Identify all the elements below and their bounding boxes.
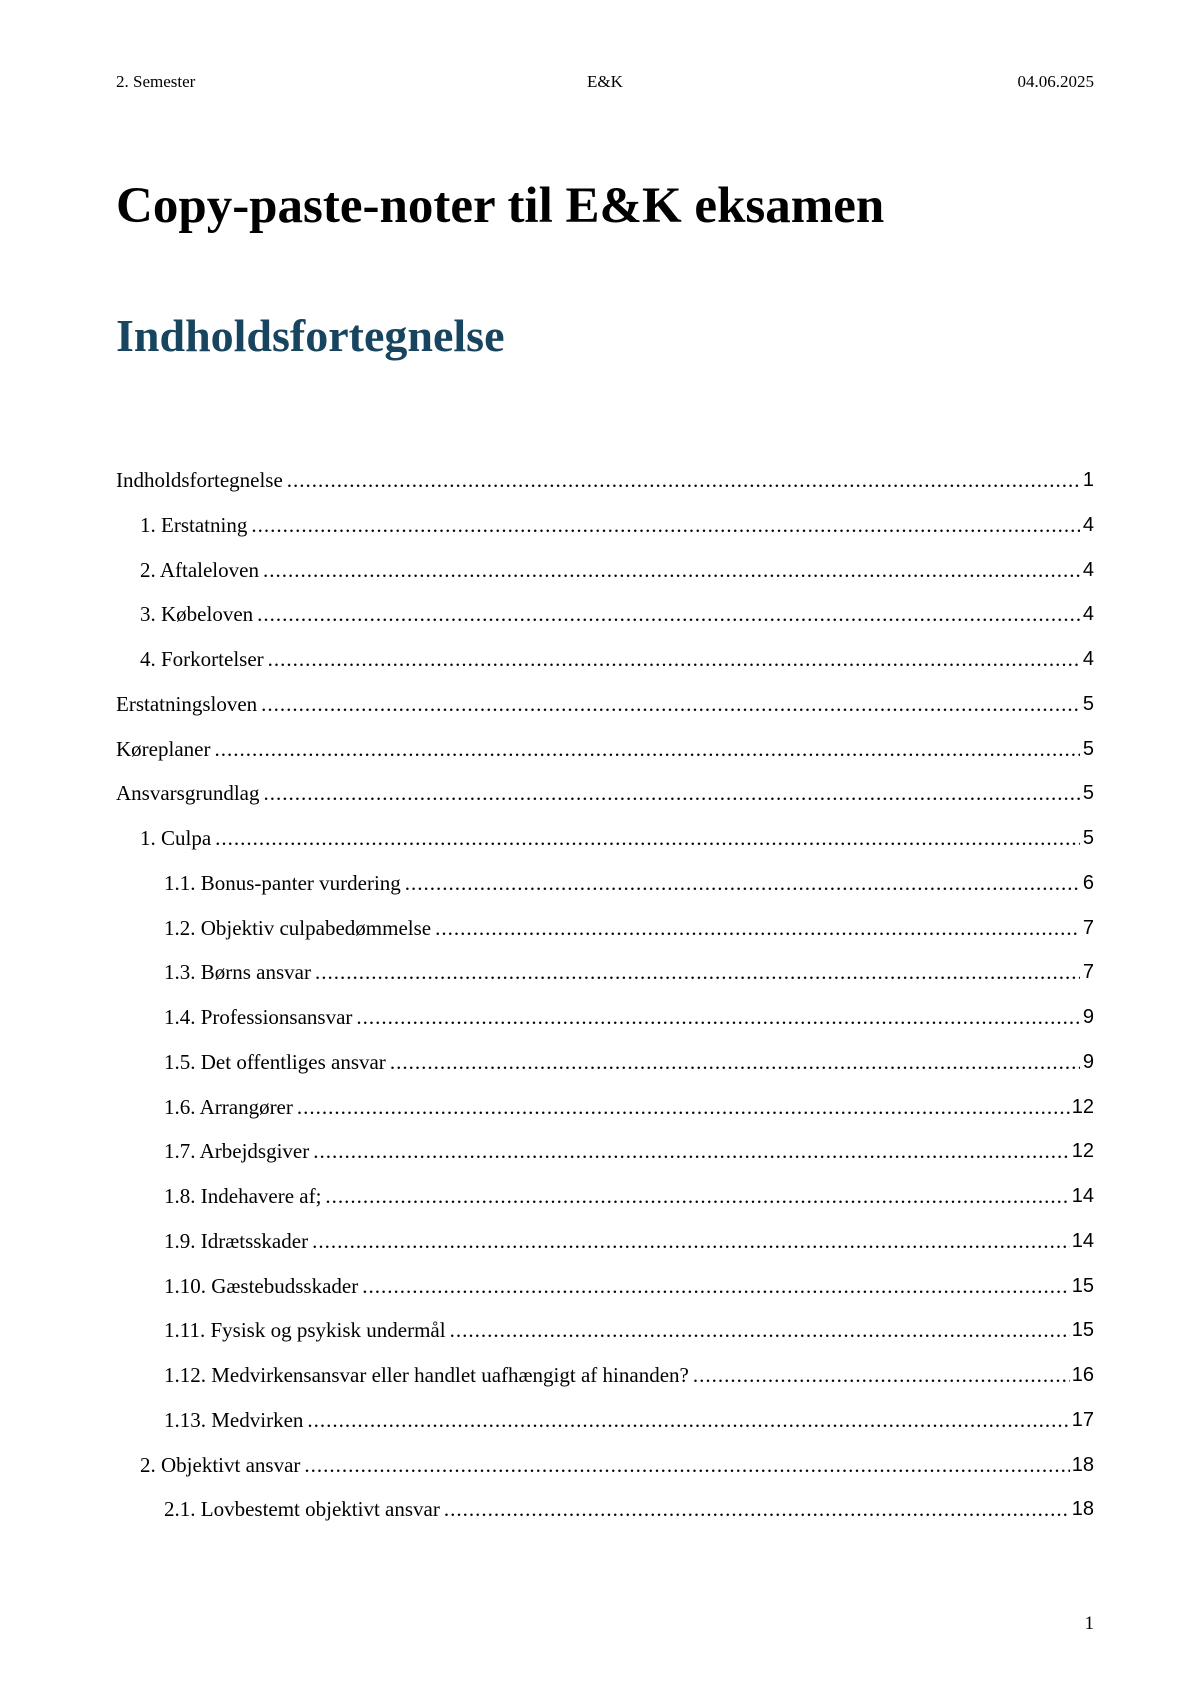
toc-entry[interactable]	[116, 690, 1094, 735]
toc-dot-leader	[251, 511, 1080, 539]
toc-dot-leader	[450, 1316, 1070, 1344]
header-semester: 2. Semester	[116, 72, 196, 91]
toc-dot-leader	[313, 1137, 1070, 1165]
toc-entry[interactable]	[116, 1003, 1094, 1048]
toc-entry[interactable]	[116, 735, 1094, 780]
toc-entry-label: Ansvarsgrundlag	[116, 781, 260, 806]
toc-entry-page: 9	[1082, 1006, 1094, 1028]
toc-entry[interactable]	[116, 1495, 1094, 1540]
toc-dot-leader	[444, 1495, 1070, 1523]
toc-entry-page: 4	[1082, 648, 1094, 670]
table-of-contents	[116, 466, 1094, 1540]
toc-entry-label: 3. Købeloven	[140, 602, 254, 627]
toc-dot-leader	[268, 645, 1080, 673]
toc-entry-page: 12	[1071, 1095, 1094, 1118]
toc-dot-leader	[287, 466, 1080, 494]
toc-entry[interactable]	[116, 466, 1094, 511]
toc-dot-leader	[214, 735, 1080, 763]
toc-entry[interactable]	[116, 824, 1094, 869]
toc-entry-label: 1. Erstatning	[140, 512, 248, 537]
toc-entry-label: 1.8. Indehavere af;	[164, 1184, 322, 1208]
toc-entry[interactable]	[116, 556, 1094, 601]
toc-dot-leader	[304, 1451, 1069, 1479]
toc-entry[interactable]	[116, 1406, 1094, 1451]
toc-entry[interactable]	[116, 1451, 1094, 1496]
toc-entry[interactable]	[116, 779, 1094, 824]
toc-entry-label: 1.9. Idrætsskader	[164, 1228, 309, 1253]
page-header	[116, 70, 1094, 94]
toc-dot-leader	[315, 958, 1080, 986]
toc-dot-leader	[263, 556, 1080, 584]
toc-entry-page: 4	[1082, 603, 1094, 626]
toc-dot-leader	[263, 779, 1080, 807]
toc-entry-label: 4. Forkortelser	[140, 647, 264, 671]
toc-entry-label: 1.12. Medvirkensansvar eller handlet uafhængigt af hinanden?	[164, 1363, 689, 1387]
toc-dot-leader	[362, 1272, 1070, 1300]
toc-entry-page: 14	[1071, 1185, 1094, 1207]
toc-entry[interactable]	[116, 869, 1094, 914]
toc-entry-label: 1.5. Det offentliges ansvar	[164, 1049, 386, 1074]
toc-entry-label: 1. Culpa	[140, 826, 212, 850]
toc-entry-page: 5	[1082, 692, 1094, 715]
toc-entry-label: Køreplaner	[116, 736, 211, 761]
toc-entry-page: 18	[1071, 1498, 1094, 1521]
toc-dot-leader	[405, 869, 1080, 897]
toc-dot-leader	[390, 1048, 1080, 1076]
toc-dot-leader	[257, 600, 1080, 628]
toc-entry[interactable]	[116, 1093, 1094, 1138]
toc-entry[interactable]	[116, 511, 1094, 556]
toc-entry[interactable]	[116, 1137, 1094, 1182]
toc-entry[interactable]	[116, 645, 1094, 690]
toc-entry[interactable]	[116, 914, 1094, 959]
toc-entry-page: 1	[1082, 469, 1094, 491]
toc-entry-page: 4	[1082, 558, 1094, 581]
toc-entry-label: 1.10. Gæstebudsskader	[164, 1273, 359, 1298]
toc-dot-leader	[435, 914, 1080, 942]
toc-entry[interactable]	[116, 1182, 1094, 1227]
toc-entry-label: 1.4. Professionsansvar	[164, 1005, 353, 1029]
toc-entry-label: 1.7. Arbejdsgiver	[164, 1139, 310, 1164]
toc-entry-page: 15	[1071, 1319, 1094, 1342]
toc-heading: Indholdsfortegnelse	[116, 310, 505, 361]
toc-dot-leader	[693, 1361, 1070, 1389]
toc-entry[interactable]	[116, 1361, 1094, 1406]
toc-entry[interactable]	[116, 1227, 1094, 1272]
toc-entry-label: Indholdsfortegnelse	[116, 468, 283, 492]
toc-entry-page: 7	[1082, 916, 1094, 939]
toc-entry-label: 2.1. Lovbestemt objektivt ansvar	[164, 1497, 440, 1522]
toc-entry-page: 7	[1082, 961, 1094, 984]
toc-entry[interactable]	[116, 1316, 1094, 1361]
page-number: 1	[1084, 1613, 1094, 1634]
toc-dot-leader	[312, 1227, 1070, 1255]
toc-entry[interactable]	[116, 600, 1094, 645]
toc-dot-leader	[297, 1093, 1070, 1121]
toc-dot-leader	[325, 1182, 1069, 1210]
toc-entry-page: 6	[1082, 871, 1094, 894]
header-date: 04.06.2025	[1017, 72, 1094, 91]
toc-entry-page: 15	[1071, 1274, 1094, 1297]
toc-entry-page: 14	[1071, 1229, 1094, 1252]
toc-entry-label: 1.1. Bonus-panter vurdering	[164, 870, 401, 895]
toc-entry-page: 5	[1082, 827, 1094, 849]
toc-entry[interactable]	[116, 1048, 1094, 1093]
toc-entry-label: 1.2. Objektiv culpabedømmelse	[164, 915, 432, 940]
toc-entry[interactable]	[116, 958, 1094, 1003]
toc-dot-leader	[261, 690, 1080, 718]
toc-entry[interactable]	[116, 1272, 1094, 1317]
document-title: Copy-paste-noter til E&K eksamen	[116, 178, 885, 234]
toc-entry-label: 1.3. Børns ansvar	[164, 960, 311, 985]
toc-dot-leader	[307, 1406, 1069, 1434]
toc-entry-page: 9	[1082, 1050, 1094, 1073]
toc-entry-page: 18	[1071, 1453, 1094, 1476]
toc-entry-label: 1.11. Fysisk og psykisk undermål	[164, 1318, 446, 1343]
toc-dot-leader	[215, 824, 1080, 852]
toc-entry-label: 1.6. Arrangører	[164, 1094, 293, 1119]
toc-entry-label: 1.13. Medvirken	[164, 1407, 304, 1432]
toc-entry-label: Erstatningsloven	[116, 691, 258, 716]
toc-entry-page: 12	[1071, 1140, 1094, 1163]
toc-entry-page: 5	[1082, 782, 1094, 805]
toc-entry-label: 2. Objektivt ansvar	[140, 1452, 301, 1477]
toc-dot-leader	[356, 1003, 1080, 1031]
toc-entry-page: 5	[1082, 737, 1094, 760]
header-course: E&K	[587, 72, 623, 91]
toc-entry-label: 2. Aftaleloven	[140, 557, 259, 582]
toc-entry-page: 17	[1071, 1408, 1094, 1431]
toc-entry-page: 16	[1071, 1364, 1094, 1386]
toc-entry-page: 4	[1082, 513, 1094, 536]
